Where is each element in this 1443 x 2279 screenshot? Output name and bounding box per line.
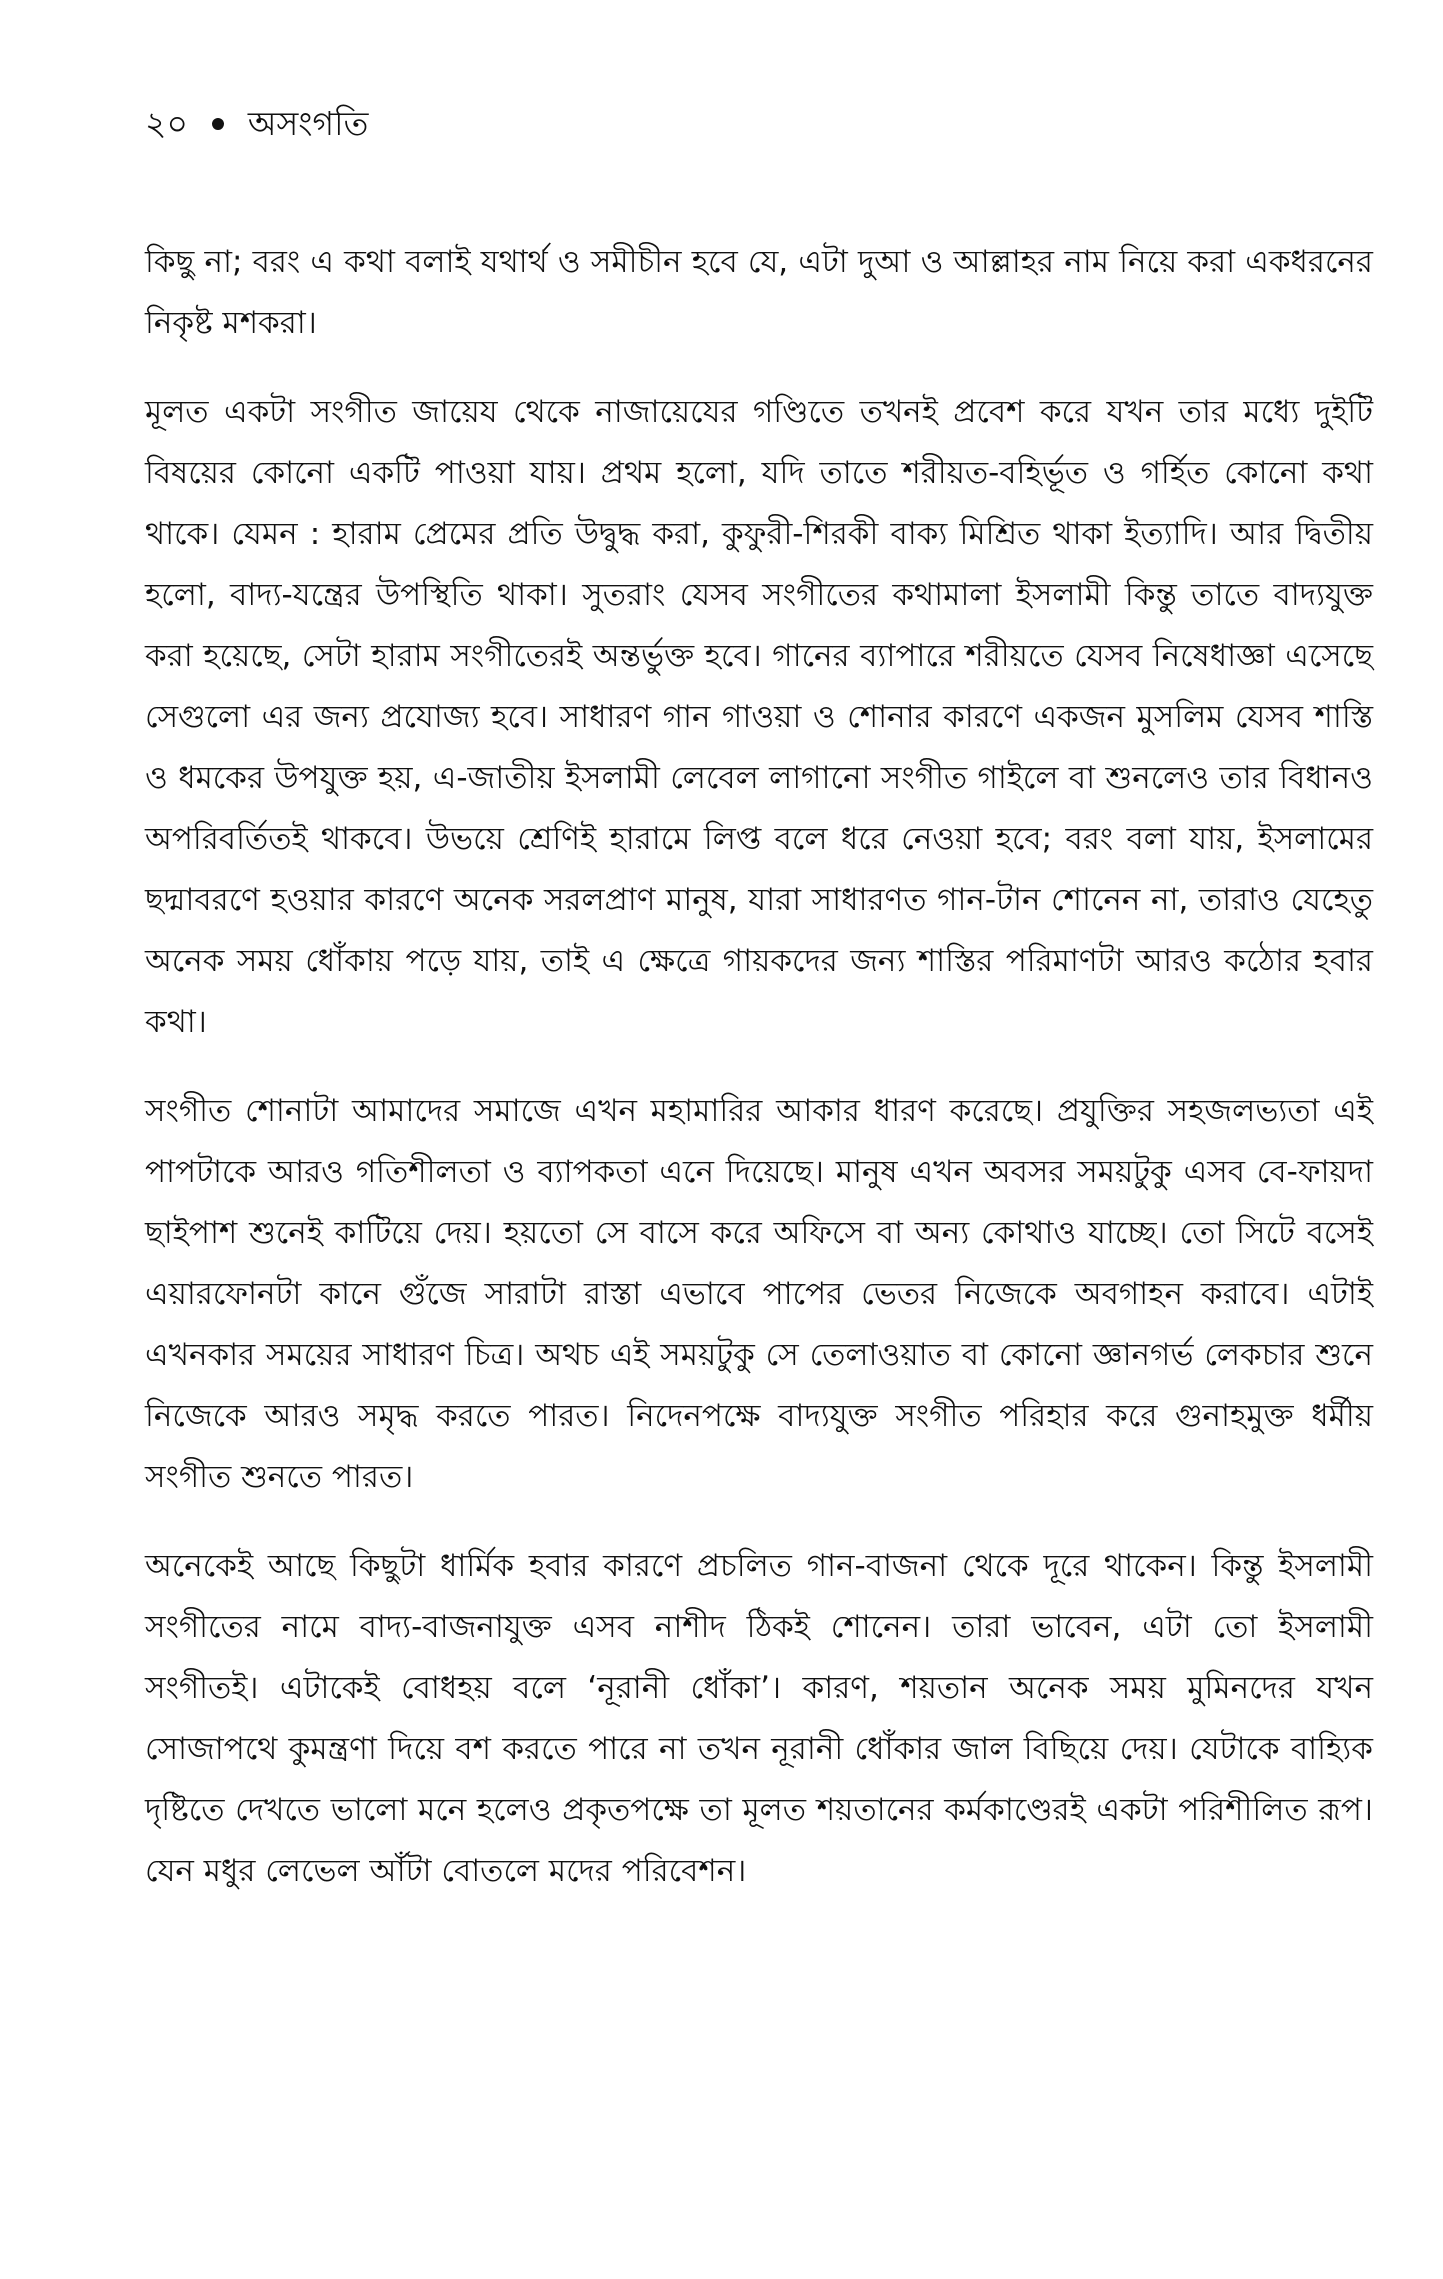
paragraph-4: অনেকেই আছে কিছুটা ধার্মিক হবার কারণে প্রচলিত গান-বাজনা থেকে দূরে থাকেন। কিন্তু ইসলামী সংগীতের নামে বাদ্য-বাজনাযুক্ত এসব নাশীদ ঠিকই শোনেন। তারা ভাবেন, এটা তো ইসলামী সংগীতই। এটাকেই বোধহয় বলে ‘নূরানী ধোঁকা’। কারণ, শয়তান অনেক সময় মুমিনদের যখন সোজাপথে কুমন্ত্রণা দিয়ে বশ করতে পারে না তখন নূরানী ধোঁকার জাল বিছিয়ে দেয়। যেটাকে বাহ্যিক দৃষ্টিতে দেখতে ভালো মনে হলেও প্রকৃতপক্ষে তা মূলত শয়তানের কর্মকাণ্ডেরই একটা পরিশীলিত রূপ। যেন মধুর লেভেল আঁটা বোতলে মদের পরিবেশন। <box>145 1548 1373 1889</box>
running-header <box>145 104 1373 144</box>
paragraph-3: সংগীত শোনাটা আমাদের সমাজে এখন মহামারির আকার ধারণ করেছে। প্রযুক্তির সহজলভ্যতা এই পাপটাকে আরও গতিশীলতা ও ব্যাপকতা এনে দিয়েছে। মানুষ এখন অবসর সময়টুকু এসব বে-ফায়দা ছাইপাশ শুনেই কাটিয়ে দেয়। হয়তো সে বাসে করে অফিসে বা অন্য কোথাও যাচ্ছে। তো সিটে বসেই এয়ারফোনটা কানে গুঁজে সারাটা রাস্তা এভাবে পাপের ভেতর নিজেকে অবগাহন করাবে। এটাই এখনকার সময়ের সাধারণ চিত্র। অথচ এই সময়টুকু সে তেলাওয়াত বা কোনো জ্ঞানগর্ভ লেকচার শুনে নিজেকে আরও সমৃদ্ধ করতে পারত। নিদেনপক্ষে বাদ্যযুক্ত সংগীত পরিহার করে গুনাহমুক্ত ধর্মীয় সংগীত শুনতে পারত। <box>145 1093 1373 1495</box>
paragraph-2: মূলত একটা সংগীত জায়েয থেকে নাজায়েযের গণ্ডিতে তখনই প্রবেশ করে যখন তার মধ্যে দুইটি বিষয়ের কোনো একটি পাওয়া যায়। প্রথম হলো, যদি তাতে শরীয়ত-বহির্ভূত ও গর্হিত কোনো কথা থাকে। যেমন : হারাম প্রেমের প্রতি উদ্বুদ্ধ করা, কুফুরী-শিরকী বাক্য মিশ্রিত থাকা ইত্যাদি। আর দ্বিতীয় হলো, বাদ্য-যন্ত্রের উপস্থিতি থাকা। সুতরাং যেসব সংগীতের কথামালা ইসলামী কিন্তু তাতে বাদ্যযুক্ত করা হয়েছে, সেটা হারাম সংগীতেরই অন্তর্ভুক্ত হবে। গানের ব্যাপারে শরীয়তে যেসব নিষেধাজ্ঞা এসেছে সেগুলো এর জন্য প্রযোজ্য হবে। সাধারণ গান গাওয়া ও শোনার কারণে একজন মুসলিম যেসব শাস্তি ও ধমকের উপযুক্ত হয়, এ-জাতীয় ইসলামী লেবেল লাগানো সংগীত গাইলে বা শুনলেও তার বিধানও অপরিবর্তিতই থাকবে। উভয়ে শ্রেণিই হারামে লিপ্ত বলে ধরে নেওয়া হবে; বরং বলা যায়, ইসলামের ছদ্মাবরণে হওয়ার কারণে অনেক সরলপ্রাণ মানুষ, যারা সাধারণত গান-টান শোনেন না, তারাও যেহেতু অনেক সময় ধোঁকায় পড়ে যায়, তাই এ ক্ষেত্রে গায়কদের জন্য শাস্তির পরিমাণটা আরও কঠোর হবার কথা। <box>145 394 1373 1040</box>
paragraph-1: কিছু না; বরং এ কথা বলাই যথার্থ ও সমীচীন হবে যে, এটা দুআ ও আল্লাহর নাম নিয়ে করা একধরনের নিকৃষ্ট মশকরা। <box>145 244 1373 341</box>
page-number: ২০ <box>145 104 188 143</box>
bullet-separator-icon <box>212 118 224 130</box>
book-title: অসংগতি <box>247 104 369 143</box>
body-text <box>145 232 1373 1902</box>
